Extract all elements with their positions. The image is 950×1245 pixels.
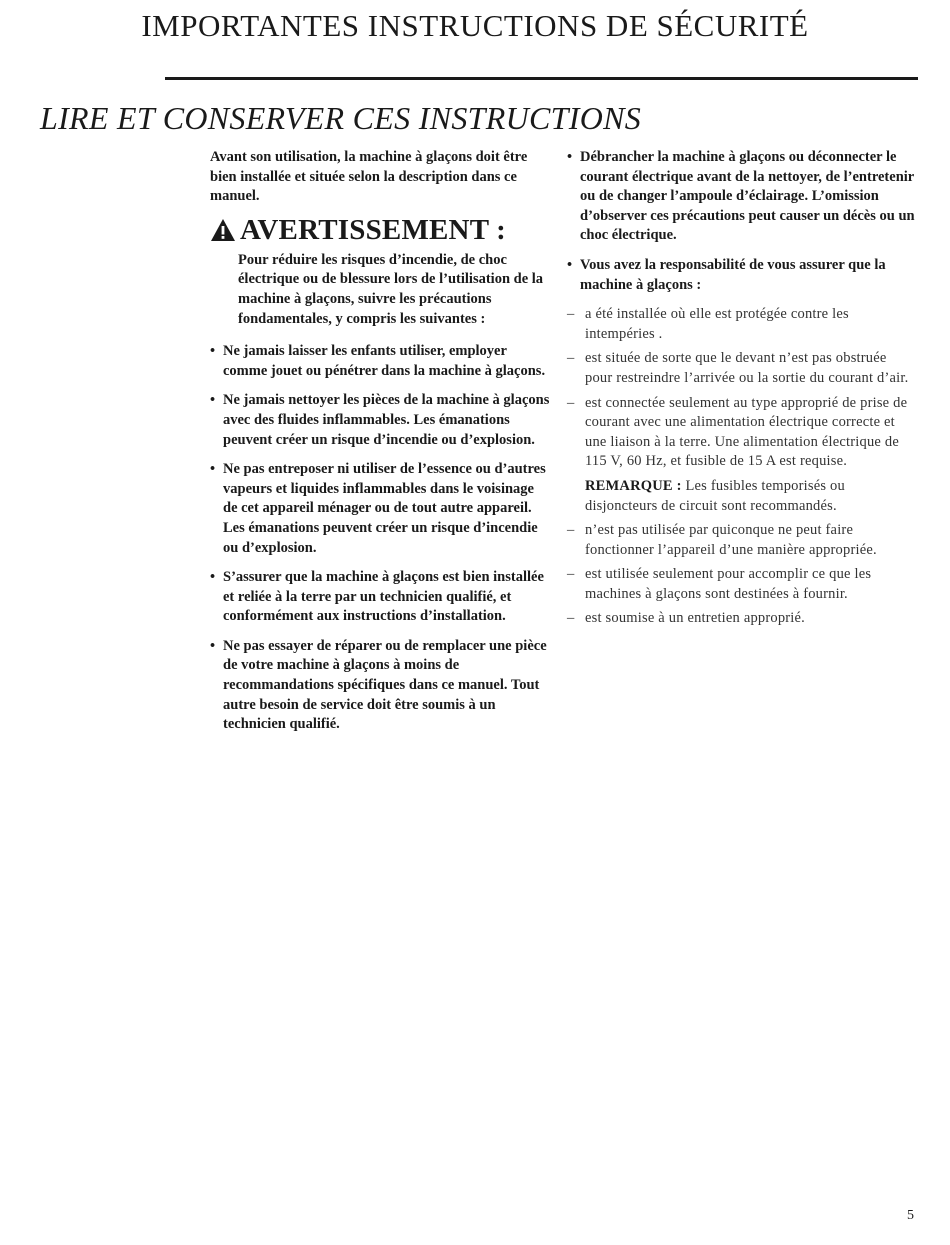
- list-item: [210, 391, 552, 450]
- dash-item: [567, 565, 915, 604]
- dash-item: [567, 349, 915, 388]
- dash-text: est soumise à un entretien approprié.: [585, 610, 806, 627]
- bullet-mark: •: [567, 149, 573, 165]
- warning-heading: [210, 213, 552, 247]
- dash-mark: –: [567, 350, 575, 367]
- right-column: [567, 148, 915, 634]
- list-item: [567, 148, 915, 246]
- dash-item: [567, 609, 915, 629]
- dash-text: est située de sorte que le devant n’est pas obstruée pour restreindre l’arrivée ou la sortie du courant d’air.: [585, 350, 909, 386]
- dash-mark: –: [567, 610, 575, 627]
- note-text: Les fusibles temporisés ou disjoncteurs de circuit sont recommandés.: [585, 477, 845, 514]
- list-item: [210, 568, 552, 627]
- bullet-mark: •: [210, 343, 216, 360]
- page-title: IMPORTANTES INSTRUCTIONS DE SÉCURITÉ: [141, 8, 809, 43]
- dash-mark: –: [567, 522, 575, 539]
- bullet-mark: •: [210, 569, 216, 586]
- dash-mark: –: [567, 566, 575, 583]
- title-rule: [165, 77, 918, 80]
- page-number: 5: [907, 1208, 914, 1223]
- dash-item: [567, 305, 915, 344]
- warning-text: Pour réduire les risques d’incendie, de choc électrique ou de blessure lors de l’utilisation de la machine à glaçons, suivre les précautions fondamentales, y compris les suivantes :: [238, 251, 544, 327]
- left-column: [210, 148, 552, 745]
- list-item: [210, 637, 552, 735]
- bullet-mark: •: [210, 637, 216, 654]
- list-item: [210, 460, 552, 558]
- dash-text: est connectée seulement au type approprié de prise de courant avec une alimentation électrique correcte et une liaison à la terre. Une alimentation électrique de 115 V, 60 Hz, et fusible de 15 A est requise.: [585, 394, 908, 470]
- bullet-text: Ne jamais laisser les enfants utiliser, employer comme jouet ou pénétrer dans la machine à glaçons.: [223, 343, 546, 379]
- bullet-text: Ne pas essayer de réparer ou de remplacer une pièce de votre machine à glaçons à moins de recommandations spécifiques dans ce manuel. Tout autre besoin de service doit être soumis à un technicien qualifié.: [223, 637, 547, 733]
- bullet-mark: •: [210, 461, 216, 478]
- intro-paragraph: Avant son utilisation, la machine à glaçons doit être bien installée et située selon la description dans ce manuel.: [210, 149, 528, 205]
- warning-title: AVERTISSEMENT :: [240, 213, 507, 246]
- note-label: REMARQUE :: [585, 477, 682, 494]
- dash-item: [567, 521, 915, 560]
- bullet-mark: •: [567, 256, 573, 273]
- bullet-text: Débrancher la machine à glaçons ou déconnecter le courant électrique avant de la nettoyer, de l’entretenir ou de changer l’ampoule d’éclairage. L’omission d’observer ces précautions peut causer un décès ou un choc électrique.: [580, 149, 915, 244]
- bullet-text: Ne jamais nettoyer les pièces de la machine à glaçons avec des fluides inflammables. Les émanations peuvent créer un risque d’incendie ou d’explosion.: [223, 392, 550, 448]
- responsibility-list: [567, 305, 915, 629]
- section-subtitle: LIRE ET CONSERVER CES INSTRUCTIONS: [40, 100, 642, 136]
- dash-item: [567, 394, 915, 472]
- dash-mark: –: [567, 394, 575, 411]
- dash-text: n’est pas utilisée par quiconque ne peut faire fonctionner l’appareil d’une manière appropriée.: [585, 522, 877, 558]
- dash-text: a été installée où elle est protégée contre les intempéries .: [585, 306, 849, 342]
- dash-text: est utilisée seulement pour accomplir ce que les machines à glaçons sont destinées à fournir.: [585, 566, 872, 602]
- warning-triangle-icon: [210, 218, 236, 242]
- list-item: [567, 256, 915, 295]
- dash-mark: –: [567, 306, 575, 323]
- bullet-text: Vous avez la responsabilité de vous assurer que la machine à glaçons :: [580, 256, 886, 293]
- bullet-mark: •: [210, 392, 216, 409]
- note-paragraph: [567, 477, 915, 516]
- bullet-text: S’assurer que la machine à glaçons est bien installée et reliée à la terre par un technicien qualifié, et conformément aux instructions d’installation.: [223, 569, 544, 625]
- bullet-text: Ne pas entreposer ni utiliser de l’essence ou d’autres vapeurs et liquides inflammables dans le voisinage de cet appareil ménager ou de tout autre appareil. Les émanations peuvent créer un risque d’incendie ou d’explosion.: [223, 461, 546, 556]
- list-item: [210, 342, 552, 381]
